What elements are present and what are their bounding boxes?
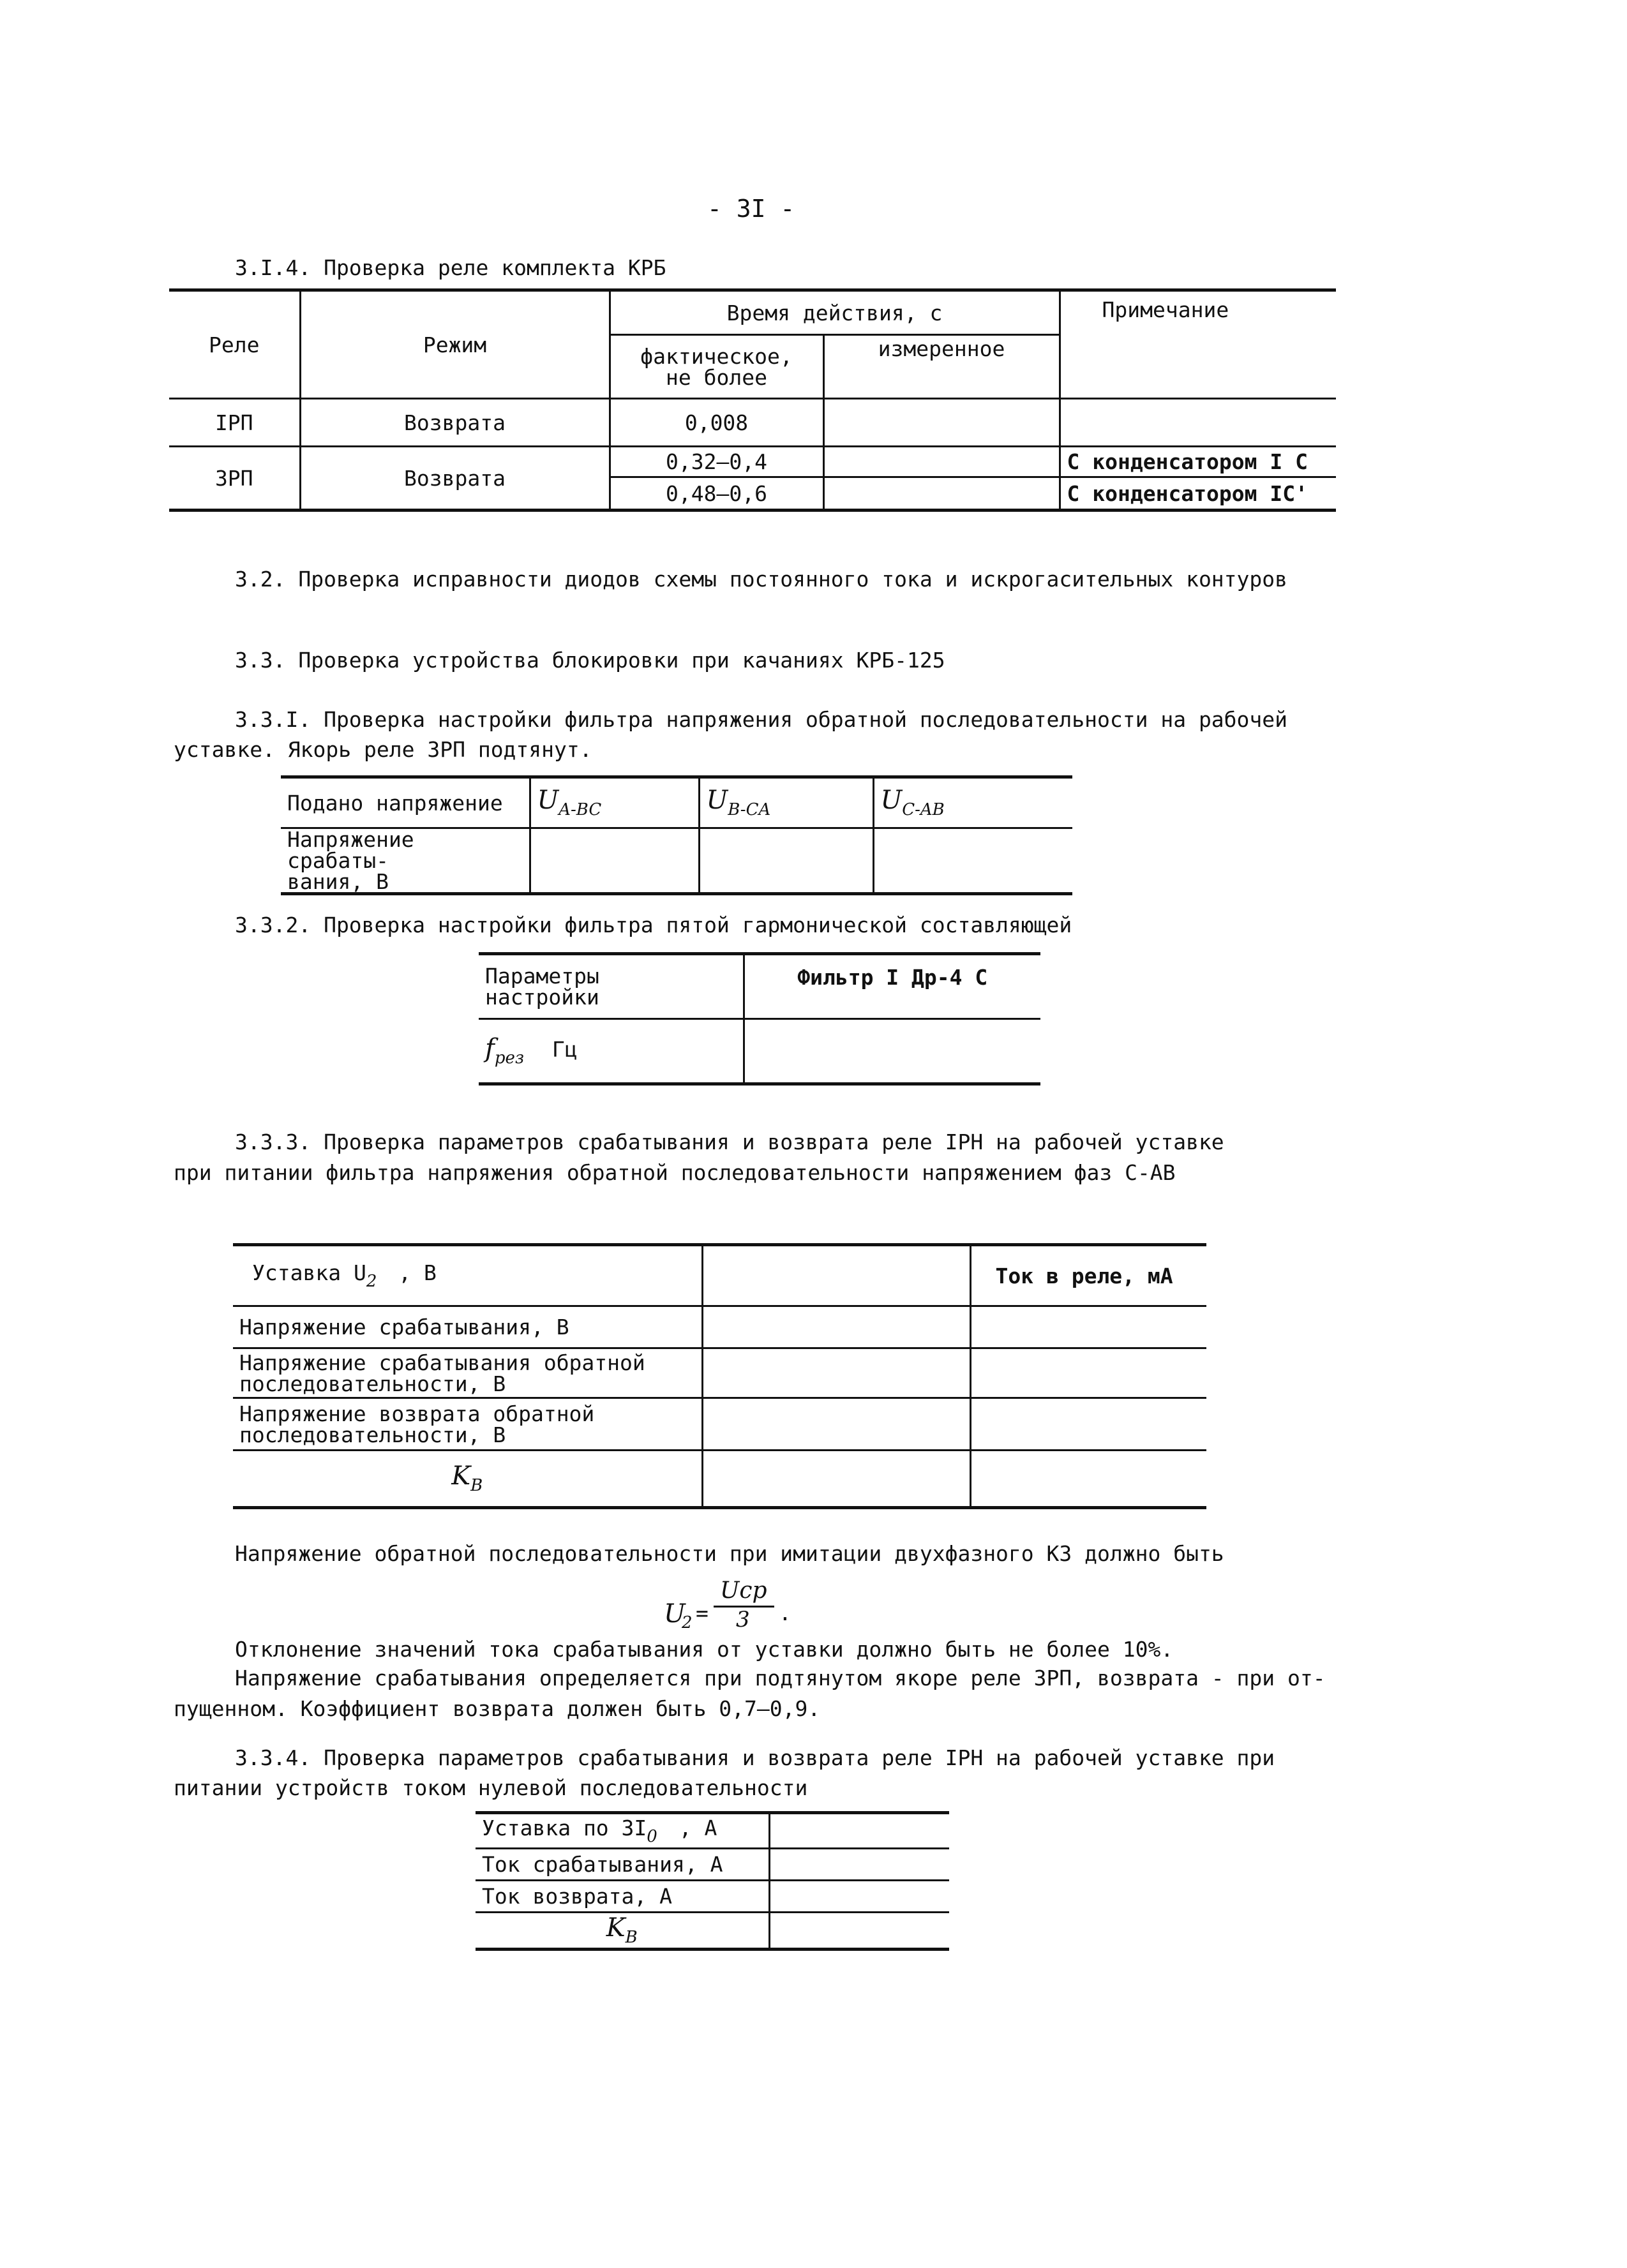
- page-number: - 3I -: [707, 195, 795, 223]
- cell-pickup-current-0: [769, 1849, 949, 1881]
- cell-note-2b: С конденсатором IС': [1060, 477, 1336, 511]
- row-setting-3i0: Уставка по $3I_0$ , А: [476, 1813, 769, 1849]
- section-3-3-4-line2: питании устройств током нулевой последовательности: [174, 1775, 808, 1800]
- cell-rele-1: IРП: [169, 399, 300, 447]
- row-label-applied-voltage: Подано напряжение: [281, 777, 530, 828]
- row-pickup-voltage: Напряжение срабатывания, В: [233, 1306, 702, 1348]
- cell-pickup-neg-seq: [702, 1348, 970, 1398]
- cell-measured-1: [823, 399, 1060, 447]
- cell-note-1: [1060, 399, 1336, 447]
- zero-sequence-table: [476, 1811, 949, 1951]
- col-header-filter: Фильтр I Др-4 С: [744, 954, 1040, 1019]
- cell-time-2a: 0,32–0,4: [610, 447, 823, 477]
- col-header-u-a-bc: $U_{A-BC}$: [530, 777, 699, 828]
- note-line-3: Напряжение срабатывания определяется при подтянутом якоре реле 3РП, возврата - при от-: [235, 1666, 1326, 1690]
- section-3-2: 3.2. Проверка исправности диодов схемы постоянного тока и искрогасительных контуров: [235, 567, 1288, 592]
- page: - 3I - 3.I.4. Проверка реле комплекта КРБ Реле Режим Время действия, с Примечание фактическое, не более измеренное IРП Возврата 0,008 3РП Возврата 0,32–0,4 С конденсатором I С 0,48–0,6 С конденсатором IС' 3.2. Проверка исправности диодов схемы постоянного тока и искрогасительных контуров 3.3. Проверка устройства блокировки при качаниях КРБ-125 3.3.I. Проверка настройки фильтра напряжения обратной последовательности на рабочей уставке. Якорь реле 3РП подтянут. Подано напряжение $U_{A-BC}$ $U_{B-CA}$ $U_{C-AB}$ Напряжение срабаты- вания, В 3.3.2. Проверка настройки фильтра пятой гармонической составляющей Параметры настройки Фильтр I Др-4 С $f_{рез}$ Гц 3.3.3. Проверка параметров срабатывания и возврата реле IРН на рабочей уставке при питании фильтра напряжения обратной последовательности напряжением фаз С-АВ Уставка $U_2$ , В Ток в реле, мА Напряжение срабатывания, В Напряжение срабатывания обратной последовательности, В Напряжение возврата обратной последовательности, В $K_B$ Напряжение обратной последовательности при имитации двухфазного КЗ должно быть U 2 = Ucp 3 . Отклонение значений тока срабатывания от уставки должно быть не более 10%. Напряжение срабатывания определяется при подтянутом якоре реле 3РП, возврата - при от- пущенном. Коэффициент возврата должен быть 0,7–0,9. 3.3.4. Проверка параметров срабатывания и возврата реле IРН на рабочей уставке при питании устройств током нулевой последовательности Уставка по $3I_0$ , А Ток срабатывания, А Ток возврата, А $K_B$: [0, 0, 1627, 2268]
- col-header-value: [702, 1245, 970, 1306]
- row-return-current: Ток возврата, А: [476, 1881, 769, 1913]
- cell-pickup-c-ab: [873, 828, 1072, 894]
- cell-note-2a: С конденсатором I С: [1060, 447, 1336, 477]
- col-header-measured: измеренное: [823, 335, 1060, 399]
- col-header-rele: Реле: [169, 290, 300, 399]
- col-header-current: Ток в реле, мА: [970, 1245, 1206, 1306]
- fifth-harmonic-filter-table: [479, 952, 1040, 1086]
- col-header-actual: фактическое, не более: [610, 335, 823, 399]
- cell-pickup-neg-seq-current: [970, 1348, 1206, 1398]
- cell-pickup-b-ca: [699, 828, 873, 894]
- section-3-3-1-line1: 3.3.I. Проверка настройки фильтра напряжения обратной последовательности на рабочей: [235, 707, 1288, 732]
- cell-return-neg-seq: [702, 1398, 970, 1451]
- cell-pickup-current: [970, 1306, 1206, 1348]
- section-3-3-1-line2: уставке. Якорь реле 3РП подтянут.: [174, 737, 592, 762]
- col-header-u-c-ab: $U_{C-AB}$: [873, 777, 1072, 828]
- note-line-4: пущенном. Коэффициент возврата должен быть 0,7–0,9.: [174, 1696, 821, 1721]
- col-header-u-b-ca: $U_{B-CA}$: [699, 777, 873, 828]
- cell-return-neg-seq-current: [970, 1398, 1206, 1451]
- row-kv: $K_B$: [233, 1451, 702, 1508]
- cell-return-current-0: [769, 1881, 949, 1913]
- relay-pickup-return-table: [233, 1243, 1206, 1509]
- col-header-mode: Режим: [300, 290, 610, 399]
- note-line-2: Отклонение значений тока срабатывания от уставки должно быть не более 10%.: [235, 1637, 1174, 1662]
- col-header-note: Примечание: [1060, 290, 1336, 399]
- cell-mode-1: Возврата: [300, 399, 610, 447]
- note-line-1: Напряжение обратной последовательности при имитации двухфазного КЗ должно быть: [235, 1541, 1224, 1566]
- cell-time-2b: 0,48–0,6: [610, 477, 823, 511]
- col-header-params: Параметры настройки: [479, 954, 744, 1019]
- relay-check-table: [169, 288, 1336, 512]
- section-3-1-4-heading: 3.I.4. Проверка реле комплекта КРБ: [235, 255, 666, 280]
- negative-sequence-filter-table: [281, 775, 1072, 895]
- col-header-setting: Уставка $U_2$ , В: [233, 1245, 702, 1306]
- row-return-neg-seq: Напряжение возврата обратной последовательности, В: [233, 1398, 702, 1451]
- section-3-3-3-line2: при питании фильтра напряжения обратной последовательности напряжением фаз С-АВ: [174, 1160, 1176, 1185]
- cell-setting-3i0: [769, 1813, 949, 1849]
- section-3-3: 3.3. Проверка устройства блокировки при качаниях КРБ-125: [235, 648, 945, 673]
- cell-time-1: 0,008: [610, 399, 823, 447]
- section-3-3-2-heading: 3.3.2. Проверка настройки фильтра пятой гармонической составляющей: [235, 913, 1072, 937]
- cell-mode-2: Возврата: [300, 447, 610, 511]
- row-kv-0: $K_B$: [476, 1913, 769, 1950]
- section-3-3-4-line1: 3.3.4. Проверка параметров срабатывания и возврата реле IРН на рабочей уставке при: [235, 1745, 1275, 1770]
- row-label-pickup-voltage: Напряжение срабаты- вания, В: [281, 828, 530, 894]
- row-label-f-res: $f_{рез}$ Гц: [479, 1019, 744, 1084]
- cell-pickup-a-bc: [530, 828, 699, 894]
- cell-measured-2b: [823, 477, 1060, 511]
- cell-rele-2: 3РП: [169, 447, 300, 511]
- cell-kv-0: [769, 1913, 949, 1950]
- cell-f-res-value: [744, 1019, 1040, 1084]
- section-3-3-3-line1: 3.3.3. Проверка параметров срабатывания и возврата реле IРН на рабочей уставке: [235, 1130, 1224, 1154]
- cell-pickup-voltage: [702, 1306, 970, 1348]
- row-pickup-neg-seq: Напряжение срабатывания обратной последовательности, В: [233, 1348, 702, 1398]
- cell-measured-2a: [823, 447, 1060, 477]
- cell-kv: [702, 1451, 970, 1508]
- row-pickup-current: Ток срабатывания, А: [476, 1849, 769, 1881]
- cell-kv-current: [970, 1451, 1206, 1508]
- col-header-time: Время действия, с: [610, 290, 1060, 335]
